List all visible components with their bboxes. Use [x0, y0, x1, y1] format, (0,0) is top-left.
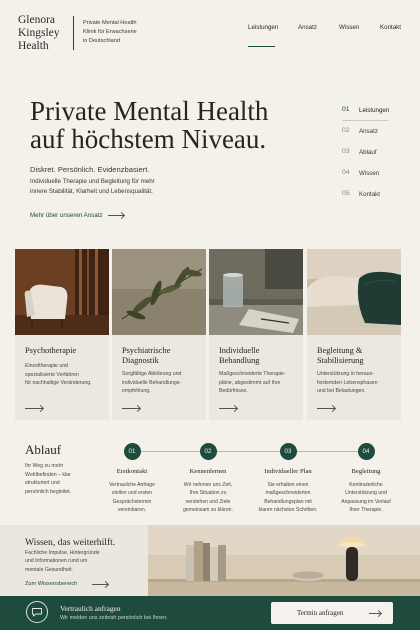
chat-bubble-icon	[26, 601, 48, 623]
step-text-line: Anpassung im Verlauf	[341, 498, 391, 505]
step-text-line: Gesprächstermin	[112, 498, 152, 505]
appointment-button-label: Termin anfragen	[297, 609, 344, 617]
nav-kontakt[interactable]: Kontakt	[380, 24, 401, 31]
card-text-line: spezialisierte Verfahren	[25, 371, 79, 378]
card-title-line: Psychiatrische	[122, 346, 171, 355]
section-nav-item-kontakt[interactable]	[342, 190, 412, 204]
process-step	[326, 443, 406, 515]
service-card-diagnostik[interactable]	[112, 249, 206, 420]
section-number: 03	[342, 148, 350, 155]
step-text	[92, 481, 172, 515]
sofa-cushion-image	[307, 249, 401, 335]
step-text-line: Sie erhalten einen	[267, 482, 309, 488]
card-text-line: Sorgfältige Abklärung und	[122, 371, 182, 377]
section-label: Ablauf	[359, 149, 377, 156]
process-step	[248, 443, 328, 515]
step-text-line: gemeinsam zu klären.	[183, 507, 233, 514]
arrow-right-icon[interactable]	[92, 584, 108, 585]
card-title-line: Individuelle	[219, 346, 260, 355]
card-text-line: für nachhaltige Veränderung.	[25, 380, 92, 387]
knowledge-title: Wissen, das weiterhilft.	[25, 537, 116, 548]
ablauf-text-line: persönlich begleitet.	[25, 488, 72, 495]
section-label: Ansatz	[359, 128, 378, 135]
arrow-right-icon[interactable]	[317, 408, 335, 409]
process-step	[92, 443, 172, 515]
section-nav-item-ablauf[interactable]	[342, 148, 412, 162]
step-title: Individueller Plan	[264, 468, 312, 475]
card-title	[122, 346, 202, 366]
brand-name-line: Health	[18, 40, 49, 52]
arrow-right-icon	[369, 613, 381, 614]
armchair-image	[15, 249, 109, 335]
step-text-line: stellen und ersten	[111, 490, 153, 497]
service-card-begleitung[interactable]	[307, 249, 401, 420]
card-text-line: pläne, abgestimmt auf Ihre	[219, 379, 281, 386]
step-text-line: Vertrauliche Anfrage	[109, 482, 155, 488]
process-step	[168, 443, 248, 515]
knowledge-text	[25, 549, 125, 574]
step-text	[326, 481, 406, 515]
step-text-line: Kontinuierliche	[349, 482, 383, 488]
tagline-line: in Deutschland	[83, 38, 121, 44]
section-nav-item-ansatz[interactable]	[342, 127, 412, 141]
hero-text-line: Individuelle Therapie und Begleitung für mehr	[30, 178, 155, 185]
card-title-line: Begleitung &	[317, 346, 363, 355]
hero-text	[30, 177, 180, 196]
brand-name-line: Glenora	[18, 14, 56, 26]
service-card-psychotherapie[interactable]	[15, 249, 109, 420]
section-label: Kontakt	[359, 191, 380, 198]
appointment-button[interactable]	[271, 602, 393, 624]
service-card-behandlung[interactable]	[209, 249, 303, 420]
card-text-line: empfehlung.	[122, 388, 151, 395]
card-text	[122, 370, 202, 396]
nav-wissen[interactable]: Wissen	[339, 24, 360, 31]
site-header	[0, 0, 420, 60]
arrow-right-icon[interactable]	[108, 215, 124, 216]
ablauf-text-line: Wohlbefinden – klar	[25, 471, 71, 478]
step-number-badge: 02	[200, 443, 217, 460]
nav-leistungen[interactable]: Leistungen	[248, 24, 279, 31]
card-text-line: Einzeltherapie und	[25, 363, 68, 369]
plant-leaves-image	[112, 249, 206, 335]
knowledge-text-line: und Informationen rund um	[25, 558, 88, 565]
step-number-badge: 01	[124, 443, 141, 460]
step-text	[168, 481, 248, 515]
step-text-line: Unterstützung und	[345, 490, 387, 497]
nav-ansatz[interactable]: Ansatz	[298, 24, 317, 31]
step-text-line: Ihre Situation zu	[189, 490, 227, 497]
knowledge-section	[0, 525, 420, 596]
card-title	[25, 346, 105, 356]
ablauf-text-line: Ihr Weg zu mehr	[25, 463, 64, 469]
section-number: 05	[342, 190, 350, 197]
step-number-badge: 03	[280, 443, 297, 460]
arrow-right-icon[interactable]	[219, 408, 237, 409]
card-title-line: Stabilisierung	[317, 356, 364, 365]
hero-title-line: Private Mental Health	[30, 96, 269, 126]
contact-title: Vertraulich anfragen	[60, 604, 121, 613]
step-text	[248, 481, 328, 515]
section-number: 01	[342, 106, 350, 113]
arrow-right-icon[interactable]	[122, 408, 140, 409]
card-text-line: Unterstützung in heraus-	[317, 371, 374, 377]
card-text-line: Maßgeschneiderte Therapie-	[219, 371, 286, 377]
step-text-line: Ihrer Therapie.	[349, 507, 383, 514]
hero-subtitle: Diskret. Persönlich. Evidenzbasiert.	[30, 165, 150, 174]
brand-logo[interactable]	[18, 14, 66, 53]
card-text-line: individuelle Behandlungs-	[122, 379, 182, 386]
step-text-line: Wir nehmen uns Zeit,	[183, 482, 233, 488]
card-text	[25, 362, 105, 388]
ablauf-title: Ablauf	[25, 442, 62, 457]
card-text	[219, 370, 299, 396]
arrow-right-icon[interactable]	[25, 408, 43, 409]
ablauf-text-line: strukturiert und	[25, 480, 60, 487]
hero-title	[30, 97, 268, 153]
brand-tagline	[83, 19, 163, 46]
card-text-line: und bei Belastungen.	[317, 388, 366, 395]
hero-text-line: innere Stabilität, Klarheit und Lebensqualität.	[30, 187, 153, 195]
card-title-line: Diagnostik	[122, 356, 159, 365]
section-nav-item-leistungen[interactable]	[342, 106, 412, 120]
step-text-line: verstehen und Ziele	[185, 498, 231, 505]
card-text-line: Bedürfnisse.	[219, 388, 248, 395]
step-title: Begleitung	[351, 468, 381, 475]
card-text	[317, 370, 397, 396]
section-number: 02	[342, 127, 350, 134]
section-nav-item-wissen[interactable]	[342, 169, 412, 183]
books-lamp-image	[148, 525, 420, 596]
hero-title-line: auf höchstem Niveau.	[30, 124, 267, 154]
brand-name-line: Kingsley	[18, 27, 60, 39]
step-text-line: klaren nächsten Schritten.	[258, 507, 318, 514]
step-text-line: Behandlungsplan mit	[264, 498, 312, 505]
approach-link[interactable]: Mehr über unseren Ansatz	[30, 212, 103, 219]
tagline-line: Klinik für Erwachsene	[83, 29, 137, 35]
card-text-line: fordernden Lebensphasen	[317, 379, 378, 386]
section-nav-divider	[342, 120, 388, 121]
step-title: Kennenlernen	[189, 468, 227, 475]
knowledge-text-line: Fachliche Impulse, Hintergründe	[25, 550, 100, 556]
card-title	[219, 346, 299, 366]
step-text-line: vereinbaren.	[117, 507, 147, 514]
contact-text: Wir melden uns zeitnah persönlich bei Ihnen.	[60, 615, 168, 621]
card-title	[317, 346, 397, 366]
card-title-line: Psychotherapie	[25, 346, 77, 355]
tagline-line: Private Mental Health	[83, 20, 137, 26]
section-number: 04	[342, 169, 350, 176]
knowledge-text-line: mentale Gesundheit.	[25, 566, 73, 573]
step-title: Erstkontakt	[116, 468, 148, 475]
brand-divider	[73, 16, 74, 50]
step-number-badge: 04	[358, 443, 375, 460]
section-label: Wissen	[359, 170, 380, 177]
card-title-line: Behandlung	[219, 356, 260, 365]
section-label: Leistungen	[359, 107, 390, 114]
step-text-line: maßgeschneiderten	[265, 490, 311, 497]
water-glass-notebook-image	[209, 249, 303, 335]
nav-active-indicator	[248, 46, 275, 47]
knowledge-link[interactable]: Zum Wissensbereich	[25, 581, 78, 587]
